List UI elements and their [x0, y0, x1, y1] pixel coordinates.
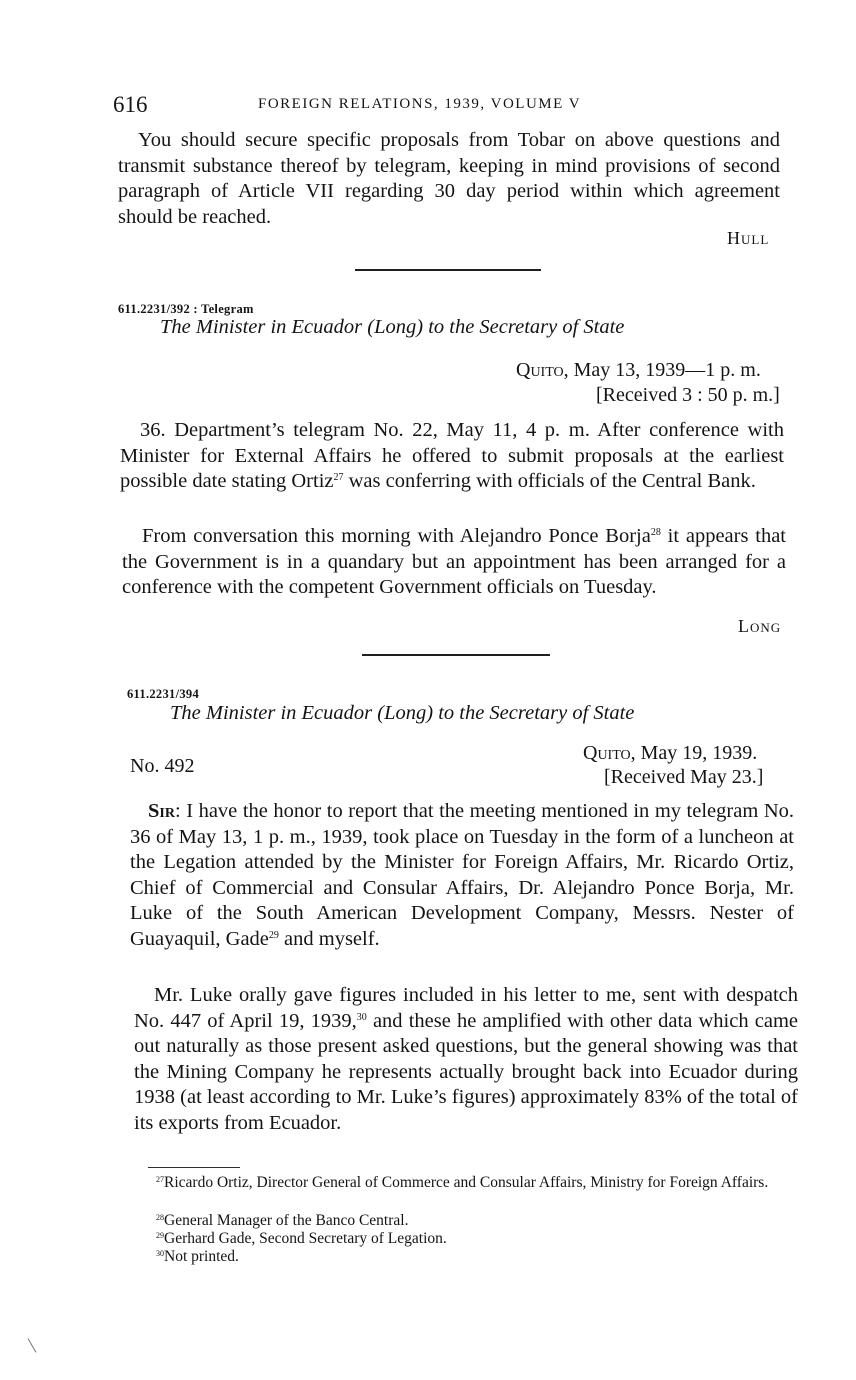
paragraph-text: 36. Department’s telegram No. 22, May 11, 4 p. m. After conference with Minister for External Affairs he offered to submit proposals at the earliest possible date stating Ortiz	[120, 419, 784, 493]
footnote-mark: 28	[156, 1213, 164, 1222]
running-head: FOREIGN RELATIONS, 1939, VOLUME V	[258, 96, 582, 112]
footnote-ref: 27	[333, 472, 344, 484]
file-number: 611.2231/394	[127, 687, 200, 701]
date: , May 13, 1939—1 p. m.	[563, 359, 761, 381]
footnote-mark: 29	[156, 1231, 164, 1240]
telegram-paragraph	[120, 418, 784, 495]
footnote	[156, 1248, 239, 1266]
paragraph-text: it appears that the Government is in a quandary but an appointment has been arranged for a conference with the competent Government officials on Tuesday.	[122, 525, 786, 599]
dateline	[516, 359, 761, 382]
document-title: The Minister in Ecuador (Long) to the Secretary of State	[160, 316, 625, 338]
file-number: 611.2231/392 : Telegram	[118, 302, 254, 316]
footnote	[136, 1174, 800, 1192]
paragraph-text: Mr. Luke orally gave figures included in his letter to me, sent with despatch No. 447 of April 19, 1939,	[134, 984, 798, 1032]
footnote-ref: 30	[356, 1011, 367, 1023]
page-header	[113, 92, 783, 122]
footnote-mark: 30	[156, 1249, 164, 1258]
paragraph-text: From conversation this morning with Alejandro Ponce Borja	[142, 525, 651, 547]
despatch-paragraph	[130, 799, 794, 953]
footnote	[156, 1212, 408, 1230]
signature-long: Long	[738, 616, 782, 636]
closing-paragraph: You should secure specific proposals from Tobar on above questions and transmit substance thereof by telegram, keeping in mind provisions of second paragraph of Article VII regarding 30 day period within which agreement should be reached.	[118, 129, 780, 228]
footnote	[156, 1230, 447, 1248]
footnote-text: Not printed.	[164, 1248, 239, 1265]
received-line: [Received 3 : 50 p. m.]	[596, 384, 780, 406]
paragraph-text: and these he amplified with other data which came out naturally as those present asked questions, but the general showing was that the Mining Company he represents actually brought back into Ecuador during 1938 (at least according to Mr. Luke’s figures) approximately 83% of the total of its exports from Ecuador.	[134, 1009, 798, 1134]
section-divider	[362, 654, 550, 656]
dateline	[583, 742, 757, 765]
paragraph-text: and myself.	[278, 927, 380, 950]
document-title: The Minister in Ecuador (Long) to the Secretary of State	[170, 702, 635, 724]
received-line: [Received May 23.]	[604, 766, 764, 788]
footnote-ref: 28	[650, 527, 661, 538]
footnote-text: Gerhard Gade, Second Secretary of Legation.	[164, 1230, 447, 1247]
footnote-ref: 29	[268, 929, 279, 941]
footnote-rule	[148, 1167, 240, 1168]
section-divider	[355, 269, 541, 271]
salutation: Sir	[148, 800, 175, 822]
despatch-paragraph	[134, 983, 798, 1137]
footnote-text: Ricardo Ortiz, Director General of Commerce and Consular Affairs, Ministry for Foreign Affairs.	[164, 1174, 769, 1191]
despatch-number: No. 492	[130, 755, 195, 777]
date: , May 19, 1939.	[630, 742, 758, 764]
telegram-paragraph	[122, 524, 786, 601]
place: Quito	[583, 742, 631, 764]
footnote-text: General Manager of the Banco Central.	[164, 1212, 409, 1229]
paragraph-text: was conferring with officials of the Central Bank.	[343, 470, 756, 493]
footnote-mark: 27	[156, 1175, 164, 1184]
paragraph-text: : I have the honor to report that the meeting mentioned in my telegram No. 36 of May 13, 1 p. m., 1939, took place on Tuesday in the form of a luncheon at the Legation attended by the Minister for Foreign Affairs, Mr. Ricardo Ortiz, Chief of Commercial and Consular Affairs, Dr. Alejandro Ponce Borja, Mr. Luke of the South American Development Company, Messrs. Nester of Guayaquil, Gade	[130, 800, 794, 950]
place: Quito	[516, 359, 564, 381]
scan-mark	[28, 1338, 37, 1352]
signature-hull: Hull	[727, 228, 770, 248]
page-number: 616	[113, 92, 148, 117]
